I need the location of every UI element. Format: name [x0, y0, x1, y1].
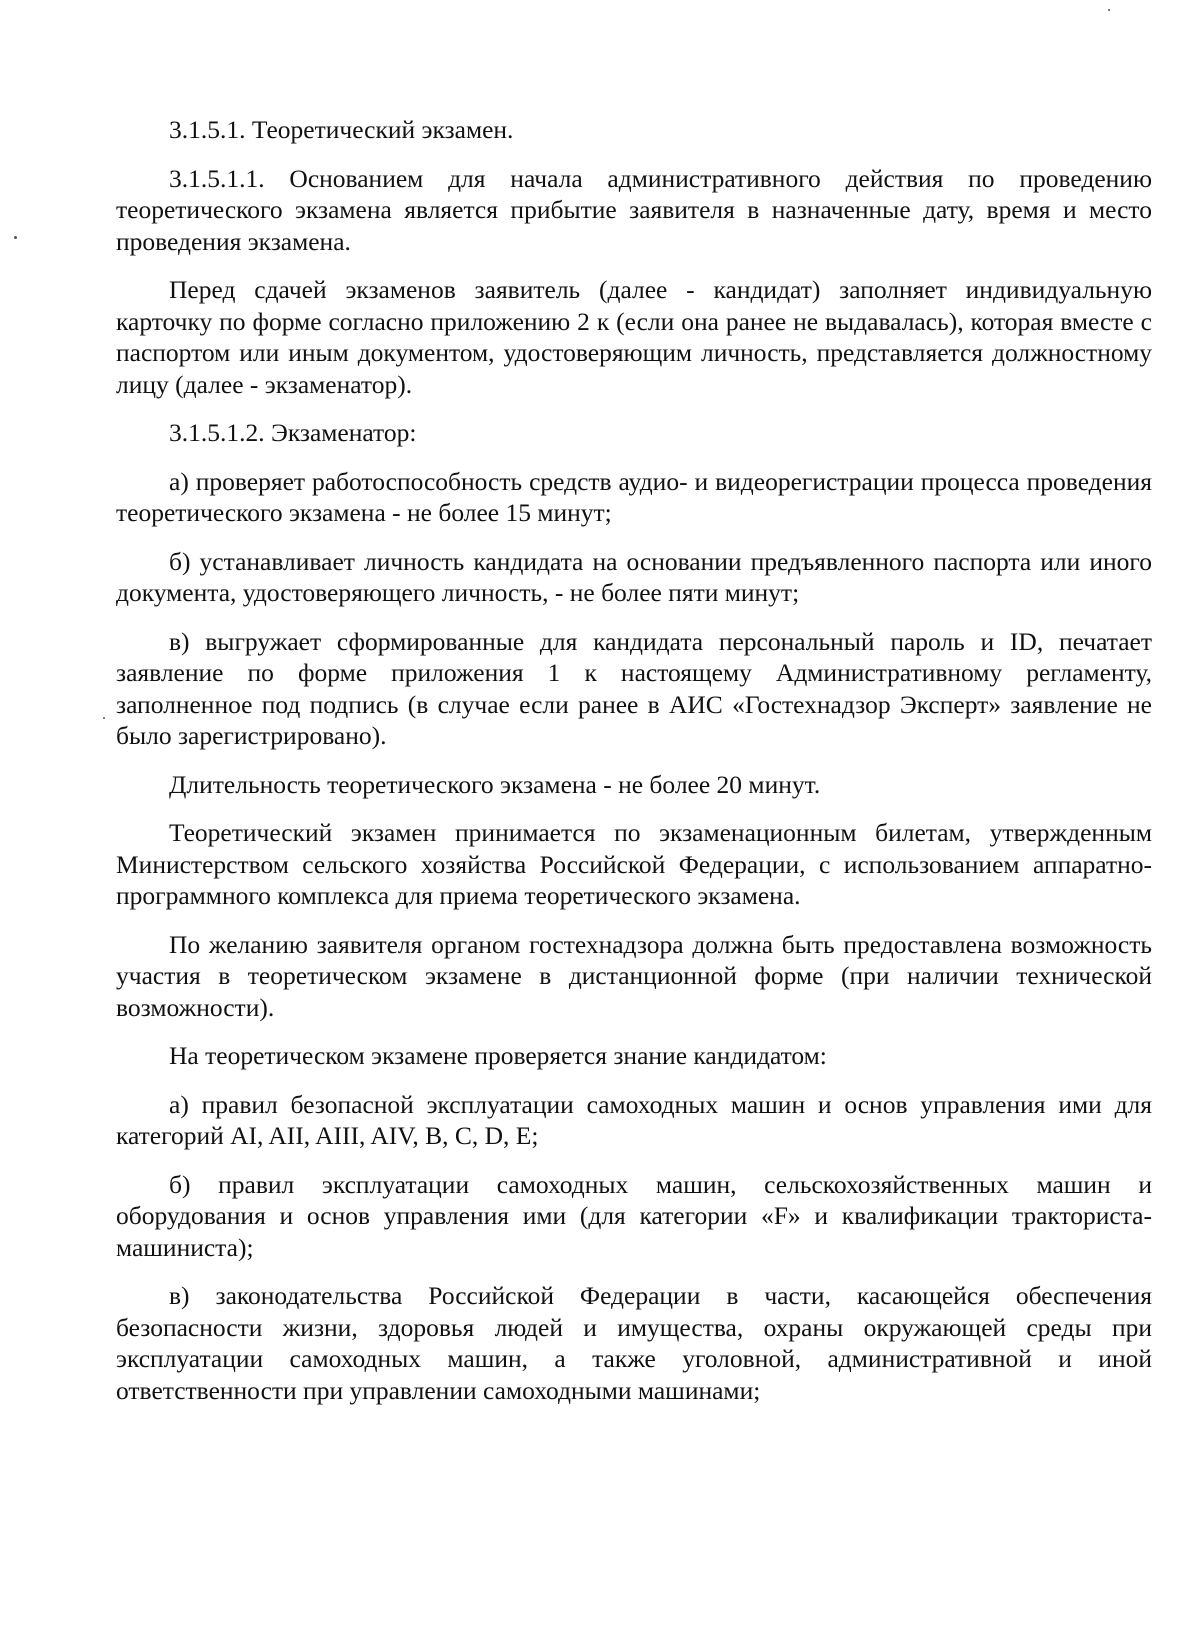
scan-speck: [14, 236, 17, 239]
section-heading: 3.1.5.1. Теоретический экзамен.: [169, 115, 514, 144]
paragraph: На теоретическом экзамене проверяется знание кандидатом:: [169, 1041, 827, 1070]
paragraph: 3.1.5.1.1. Основанием для начала административного действия по проведению теоретического экзамена является прибытие заявителя в назначенные дату, время и место проведения экзамена.: [116, 163, 1152, 256]
document-body: [116, 114, 1152, 1406]
list-item: а) проверяет работоспособность средств аудио- и видеорегистрации процесса проведения теоретического экзамена - не более 15 минут;: [116, 466, 1152, 527]
list-item: в) законодательства Российской Федерации в части, касающейся обеспечения безопасности жизни, здоровья людей и имущества, охраны окружающей среды при эксплуатации самоходных машин, а также уголовной, административной и иной ответственности при управлении самоходными машинами;: [116, 1281, 1152, 1405]
list-item: а) правил безопасной эксплуатации самоходных машин и основ управления ими для категорий AI, AII, AIII, AIV, B, C, D, E;: [116, 1089, 1152, 1150]
scan-speck: [103, 717, 105, 719]
list-item: б) устанавливает личность кандидата на основании предъявленного паспорта или иного документа, удостоверяющего личность, - не более пяти минут;: [116, 546, 1152, 607]
subsection-heading: 3.1.5.1.2. Экзаменатор:: [169, 418, 417, 447]
paragraph: Длительность теоретического экзамена - не более 20 минут.: [169, 769, 821, 799]
scan-speck: [1108, 9, 1110, 11]
paragraph: Теоретический экзамен принимается по экзаменационным билетам, утвержденным Министерством сельского хозяйства Российской Федерации, с использованием аппаратно-программного комплекса для приема теоретического экзамена.: [116, 818, 1152, 910]
list-item: в) выгружает сформированные для кандидата персональный пароль и ID, печатает заявление по форме приложения 1 к настоящему Административному регламенту, заполненное под подпись (в случае если ранее в АИС «Гостехнадзор Эксперт» заявление не было зарегистрировано).: [116, 626, 1152, 750]
list-item: б) правил эксплуатации самоходных машин, сельскохозяйственных машин и оборудования и основ управления ими (для категории «F» и квалификации тракториста-машиниста);: [116, 1169, 1152, 1262]
paragraph: Перед сдачей экзаменов заявитель (далее - кандидат) заполняет индивидуальную карточку по форме согласно приложению 2 к (если она ранее не выдавалась), которая вместе с паспортом или иным документом, удостоверяющим личность, представляется должностному лицу (далее - экзаменатор).: [116, 275, 1152, 399]
paragraph: По желанию заявителя органом гостехнадзора должна быть предоставлена возможность участия в теоретическом экзамене в дистанционной форме (при наличии технической возможности).: [116, 929, 1152, 1022]
